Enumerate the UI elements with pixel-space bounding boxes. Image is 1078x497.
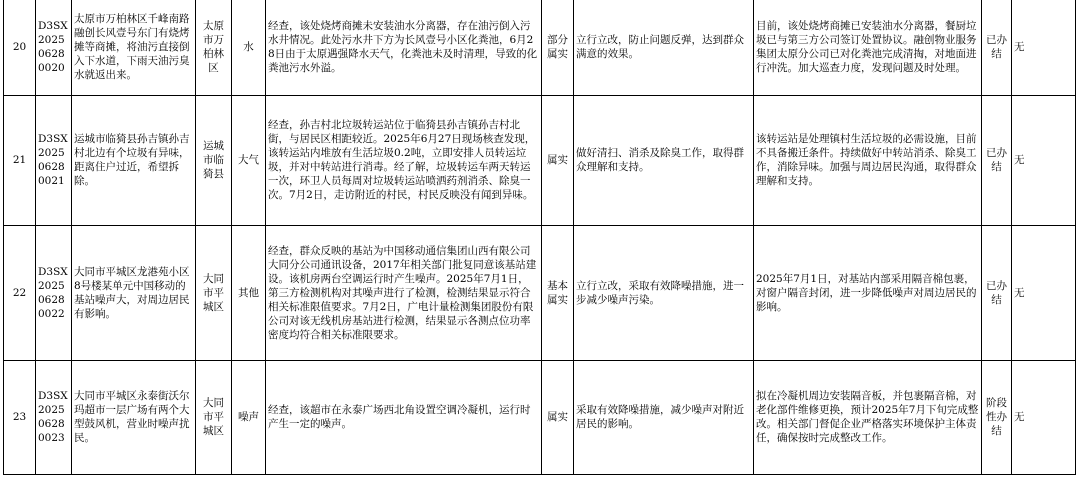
handling-status: 已办结 — [982, 0, 1012, 95]
complaint-content: 运城市临猗县孙吉镇孙吉村北边有个垃圾有异味，距离住户过近，希望拆除。 — [72, 95, 196, 225]
table-row — [4, 360, 1076, 474]
handling-status: 已办结 — [982, 225, 1012, 360]
investigation-finding: 经查，该处烧烤商摊未安装油水分离器，存在油污倒入污水井情况。此处污水井下方为长风壹号小区化粪池，6月28日由于太原遇强降水天气，化粪池未及时清理，导致的化粪池污水外溢。 — [266, 0, 542, 95]
row-number: 22 — [4, 225, 36, 360]
row-number: 20 — [4, 0, 36, 95]
penalty-info: 无 — [1012, 95, 1076, 225]
investigation-finding: 经查，孙吉村北垃圾转运站位于临猗县孙吉镇孙吉村北街，与居民区相距较近。2025年6月27日现场核查发现，该转运站内堆放有生活垃圾0.2吨，立即安排人员转运垃圾，并对中转站进行消毒。经了解，垃圾转运车两天转运一次，环卫人员每周对垃圾转运站喷洒药剂消杀、除臭一次。7月2日，走访附近的村民，村民反映没有闻到异味。 — [266, 95, 542, 225]
complaint-content: 太原市万柏林区千峰南路融创长风壹号东门有烧烤摊等商摊，将油污直接倒入下水道，下雨天油污臭水就返出来。 — [72, 0, 196, 95]
investigation-finding: 经查，群众反映的基站为中国移动通信集团山西有限公司大同分公司通讯设备，2017年相关部门批复同意该基站建设。该机房两台空调运行时产生噪声。2025年7月1日，第三方检测机构对其噪声进行了检测，检测结果显示符合相关标准限值要求。7月2日，广电计量检测集团股份有限公司对该无线机房基站进行检测，结果显示各测点位功率密度均符合相关标准限要求。 — [266, 225, 542, 360]
case-code: D3SX202506280022 — [36, 225, 72, 360]
pollution-type: 噪声 — [232, 360, 266, 474]
verification-result: 属实 — [542, 95, 574, 225]
rectification-progress: 该转运站是处理镇村生活垃圾的必需设施，目前不具备搬迁条件。持续做好中转站消杀、除臭工作，消除异味。加强与周边居民沟通，取得群众理解和支持。 — [754, 95, 982, 225]
penalty-info: 无 — [1012, 225, 1076, 360]
table-row — [4, 225, 1076, 360]
case-code: D3SX202506280023 — [36, 360, 72, 474]
case-code: D3SX202506280020 — [36, 0, 72, 95]
handling-status: 阶段性办结 — [982, 360, 1012, 474]
table-row — [4, 95, 1076, 225]
verification-result: 基本属实 — [542, 225, 574, 360]
rectification-progress: 拟在冷凝机周边安装隔音板，并包裹隔音棉，对老化部件维修更换，预计2025年7月下旬完成整改。相关部门督促企业严格落实环境保护主体责任，确保按时完成整改工作。 — [754, 360, 982, 474]
pollution-type: 水 — [232, 0, 266, 95]
penalty-info: 无 — [1012, 0, 1076, 95]
pollution-type: 大气 — [232, 95, 266, 225]
rectification-requirement: 做好清扫、消杀及除臭工作，取得群众理解和支持。 — [574, 95, 754, 225]
rectification-requirement: 采取有效降噪措施，减少噪声对附近居民的影响。 — [574, 360, 754, 474]
handling-status: 已办结 — [982, 95, 1012, 225]
administrative-area: 大同市平城区 — [196, 360, 232, 474]
verification-result: 部分属实 — [542, 0, 574, 95]
rectification-requirement: 立行立改，防止问题反弹，达到群众满意的效果。 — [574, 0, 754, 95]
administrative-area: 太原市万柏林区 — [196, 0, 232, 95]
investigation-finding: 经查，该超市在永泰广场西北角设置空调冷凝机，运行时产生一定的噪声。 — [266, 360, 542, 474]
row-number: 21 — [4, 95, 36, 225]
rectification-progress: 2025年7月1日，对基站内部采用隔音棉包裹，对窗户隔音封闭，进一步降低噪声对周边居民的影响。 — [754, 225, 982, 360]
rectification-progress: 目前，该处烧烤商摊已安装油水分离器，餐厨垃圾已与第三方公司签订处置协议。融创物业服务集团太原分公司已对化粪池完成清掏，对地面进行冲洗。加大巡查力度，发现问题及时处理。 — [754, 0, 982, 95]
complaint-content: 大同市平城区永泰街沃尔玛超市一层广场有两个大型鼓风机，营业时噪声扰民。 — [72, 360, 196, 474]
complaint-content: 大同市平城区龙港苑小区8号楼某单元中国移动的基站噪声大，对周边居民有影响。 — [72, 225, 196, 360]
rectification-requirement: 立行立改，采取有效降噪措施，进一步减少噪声污染。 — [574, 225, 754, 360]
pollution-type: 其他 — [232, 225, 266, 360]
verification-result: 属实 — [542, 360, 574, 474]
administrative-area: 运城市临猗县 — [196, 95, 232, 225]
row-number: 23 — [4, 360, 36, 474]
administrative-area: 大同市平城区 — [196, 225, 232, 360]
table-row — [4, 0, 1076, 95]
complaint-table — [3, 0, 1076, 475]
case-code: D3SX202506280021 — [36, 95, 72, 225]
penalty-info: 无 — [1012, 360, 1076, 474]
